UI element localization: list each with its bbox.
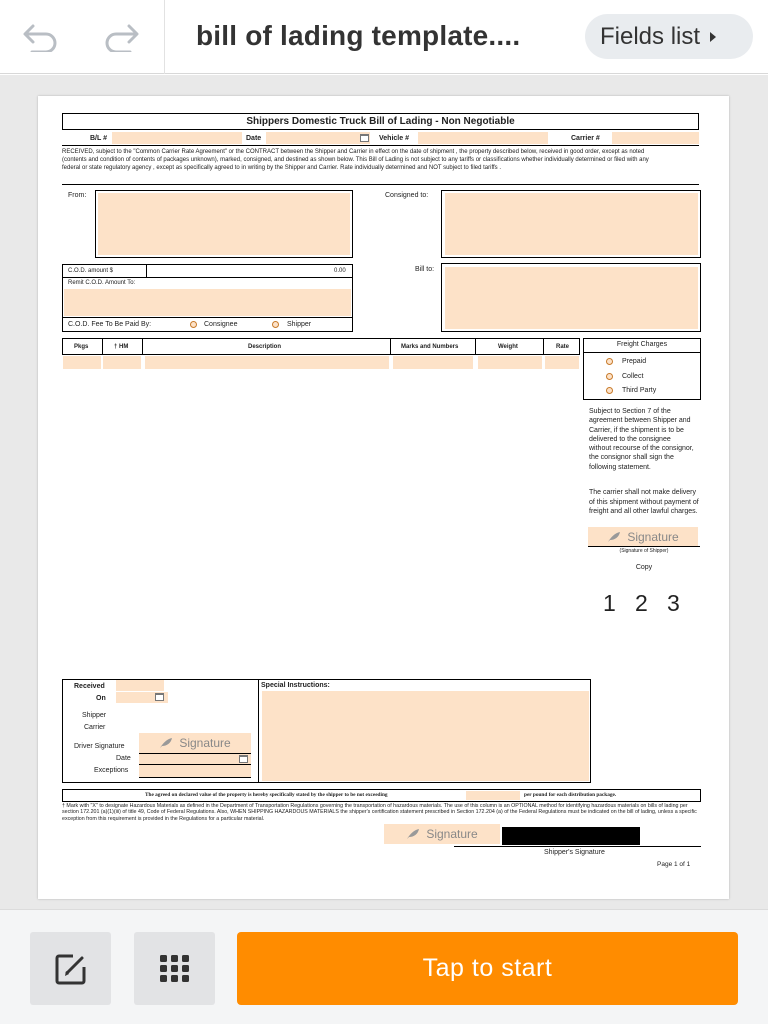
freight-title-line: [583, 352, 701, 353]
exceptions-field[interactable]: [139, 765, 251, 777]
exceptions-label: Exceptions: [94, 767, 129, 774]
weight-cell-field[interactable]: [478, 356, 542, 369]
prepaid-radio[interactable]: [606, 358, 613, 365]
form-title: Shippers Domestic Truck Bill of Lading - Non Negotiable: [246, 116, 515, 127]
remit-field[interactable]: [64, 289, 351, 316]
vehicle-label: Vehicle #: [379, 135, 409, 142]
toolbar-divider: [164, 0, 165, 74]
page-number-label: Page 1 of 1: [657, 861, 691, 868]
grid-menu-button[interactable]: [134, 932, 215, 1005]
feather-pen-icon: [159, 737, 173, 749]
cod-divider: [146, 264, 147, 277]
consignee-label: Consignee: [204, 321, 238, 328]
col-divider: [142, 338, 143, 355]
description-cell-field[interactable]: [145, 356, 389, 369]
col-divider: [543, 338, 544, 355]
declared-value-text-2: per pound for each distribution package.: [524, 792, 617, 798]
feather-pen-icon: [607, 531, 621, 543]
declared-value-text-1: The agreed on declared value of the property is hereby specifically stated by the shipper to be not exceeding: [145, 792, 388, 798]
document-page: [38, 96, 729, 899]
driver-signature-label: Driver Signature: [74, 743, 125, 750]
cod-amount-value[interactable]: 0.00: [334, 268, 346, 274]
declared-value-field[interactable]: [466, 791, 520, 800]
fields-list-label: Fields list: [600, 22, 701, 50]
caret-right-icon: [710, 32, 716, 42]
bl-number-field[interactable]: [112, 132, 242, 144]
shippers-signature-label: Shipper's Signature: [544, 849, 605, 856]
copy-label: Copy: [635, 564, 653, 571]
on-label: On: [96, 695, 106, 702]
received-label: Received: [74, 683, 105, 690]
received-terms-text: RECEIVED, subject to the "Common Carrier Rate Agreement" or the CONTRACT between the Shipper and Carrier in effect on the date of shipment , the property described below, received in good order, except as noted (contents and condition of contents of packages unknown), marked, consigned, and destined as shown below. This Bill of Lading is not subject to any tariffs or classifications whether individually determined or filed with any federal or state regulatory agency , except as specifically agreed to in writing by the Shipper and Carrier. Rate individually determined and NOT subject to filed tariffs .: [62, 149, 649, 171]
cod-amount-label: C.O.D. amount $: [68, 268, 114, 274]
cod-fee-line: [62, 317, 353, 318]
edit-pencil-icon: [53, 951, 89, 987]
freight-charges-title: Freight Charges: [616, 341, 668, 348]
edit-button[interactable]: [30, 932, 111, 1005]
date-label: Date: [246, 135, 262, 142]
final-signature-field[interactable]: [384, 824, 500, 844]
col-divider: [390, 338, 391, 355]
carrier-number-field[interactable]: [612, 132, 699, 144]
bottom-bar: [0, 909, 768, 1024]
copy-number-3: 3: [667, 590, 680, 616]
bl-label: B/L #: [90, 135, 107, 142]
date-row-label: Date: [116, 755, 131, 762]
from-field[interactable]: [98, 193, 350, 255]
shipper-label: Shipper: [287, 321, 312, 328]
redo-arrow-icon: [102, 22, 142, 52]
shipper-radio[interactable]: [272, 321, 279, 328]
received-divider: [258, 679, 259, 783]
consigned-to-field[interactable]: [445, 193, 698, 255]
form-title-box: [62, 113, 699, 130]
date-field[interactable]: [266, 132, 370, 144]
signature-of-shipper-label: (Signature of Shipper): [619, 548, 669, 554]
calendar-icon[interactable]: [360, 134, 369, 142]
grid-dots-icon: [159, 954, 191, 984]
received-field[interactable]: [116, 680, 164, 691]
tap-to-start-button[interactable]: Tap to start: [237, 932, 738, 1005]
final-signature-text: Signature: [426, 827, 478, 841]
col-weight: Weight: [498, 344, 518, 350]
driver-date-calendar-icon[interactable]: [239, 755, 248, 763]
driver-signature-field[interactable]: [139, 733, 251, 753]
special-instructions-label: Special Instructions:: [261, 682, 330, 689]
col-rate: Rate: [556, 344, 570, 350]
shipper-row-label: Shipper: [82, 712, 107, 719]
copy-number-1: 1: [603, 590, 616, 616]
redacted-signature: [502, 827, 640, 845]
feather-pen-icon: [406, 828, 420, 840]
hm-cell-field[interactable]: [103, 356, 141, 369]
special-instructions-field[interactable]: [262, 691, 589, 781]
from-label: From:: [68, 192, 87, 199]
shippers-signature-line: [454, 846, 701, 847]
signature-underline: [588, 546, 700, 547]
col-marks: Marks and Numbers: [401, 344, 459, 350]
marks-cell-field[interactable]: [393, 356, 473, 369]
col-divider: [475, 338, 476, 355]
section7-text: Subject to Section 7 of the agreement between Shipper and Carrier, if the shipment is to be delivered to the consignee without recourse of the consignor, the consignor shall sign the following statement.: [589, 408, 694, 471]
rate-cell-field[interactable]: [545, 356, 579, 369]
undo-button[interactable]: [18, 16, 62, 58]
collect-label: Collect: [622, 373, 644, 380]
remit-label: Remit C.O.D. Amount To:: [68, 280, 136, 286]
driver-date-field[interactable]: [139, 754, 251, 764]
bill-to-field[interactable]: [445, 267, 698, 329]
col-hm: † HM: [114, 344, 129, 350]
carrier-row-label: Carrier: [84, 724, 106, 731]
shipper-signature-field[interactable]: [588, 527, 698, 546]
third-party-radio[interactable]: [606, 387, 613, 394]
document-title: bill of lading template....: [196, 20, 521, 51]
exceptions-underline: [139, 777, 251, 778]
carrier-delivery-text: The carrier shall not make delivery of this shipment without payment of freight and all other lawful charges.: [589, 489, 699, 516]
collect-radio[interactable]: [606, 373, 613, 380]
driver-signature-text: Signature: [179, 736, 231, 750]
cod-fee-label: C.O.D. Fee To Be Paid By:: [68, 321, 152, 328]
signature-label: Signature: [627, 529, 679, 544]
third-party-label: Third Party: [622, 387, 657, 394]
fields-list-button[interactable]: [585, 14, 753, 59]
terms-divider: [62, 184, 699, 185]
document-canvas[interactable]: [0, 75, 768, 909]
consignee-radio[interactable]: [190, 321, 197, 328]
col-description: Description: [248, 344, 282, 350]
cod-row-line: [62, 277, 353, 278]
col-pkgs: Pkgs: [74, 344, 89, 350]
bill-to-label: Bill to:: [415, 266, 435, 273]
prepaid-label: Prepaid: [622, 358, 647, 365]
hazmat-text: † Mark with "X" to designate Hazardous Materials as defined in the Department of Transportation Regulations governing the transportation of hazardous materials. The use of this column is an OPTIONAL method for identifying hazardous materials on bills of lading per section 172.201 (a)(1)(iii) of title 49, Code of Federal Regulations. Also, WHEN SHIPPING HAZARDOUS MATERIALS the shipper's certification statement prescribed in Section 172.204 (a) of the Federal Regulations must be indicated on the bill of lading, unless a specific exception from this requirement is provided in the Regulations for a particular material.: [62, 803, 697, 822]
undo-arrow-icon: [20, 22, 60, 52]
carrier-label: Carrier #: [571, 135, 600, 142]
top-toolbar: [0, 0, 768, 74]
on-date-calendar-icon[interactable]: [155, 693, 164, 701]
redo-button[interactable]: [100, 16, 144, 58]
copy-number-2: 2: [635, 590, 648, 616]
pkgs-cell-field[interactable]: [63, 356, 101, 369]
vehicle-number-field[interactable]: [418, 132, 548, 144]
consigned-to-label: Consigned to:: [385, 192, 429, 199]
header-underline: [62, 145, 699, 146]
col-divider: [102, 338, 103, 355]
